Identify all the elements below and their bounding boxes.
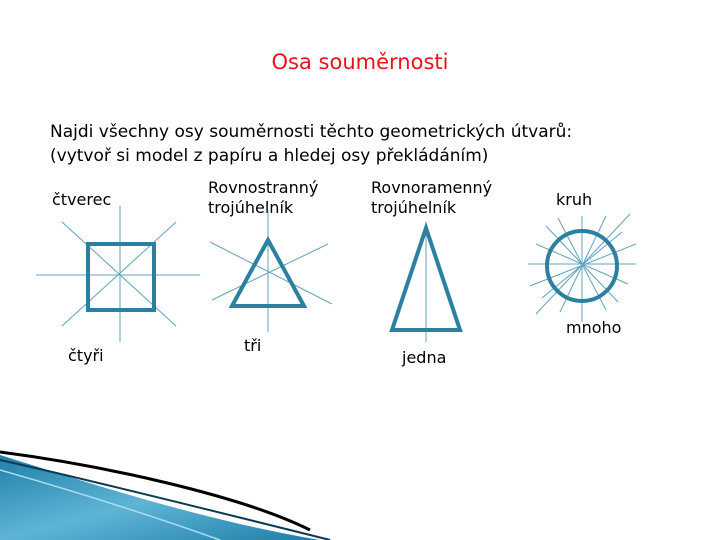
label-equilateral-line2: trojúhelník — [208, 198, 294, 217]
answer-isosceles: jedna — [402, 348, 447, 367]
answer-circle: mnoho — [566, 318, 622, 337]
answer-equilateral: tři — [244, 336, 262, 355]
label-isosceles-line2: trojúhelník — [371, 198, 457, 217]
slide-title: Osa souměrnosti — [271, 50, 449, 74]
instruction-line-1: Najdi všechny osy souměrnosti těchto geometrických útvarů: — [50, 122, 573, 142]
label-isosceles-line1: Rovnoramenný — [371, 178, 493, 197]
label-equilateral-line1: Rovnostranný — [208, 178, 319, 197]
instruction-line-2: (vytvoř si model z papíru a hledej osy překládáním) — [50, 146, 489, 166]
answer-square: čtyři — [68, 346, 104, 365]
label-square: čtverec — [52, 190, 112, 209]
label-circle: kruh — [556, 190, 593, 209]
